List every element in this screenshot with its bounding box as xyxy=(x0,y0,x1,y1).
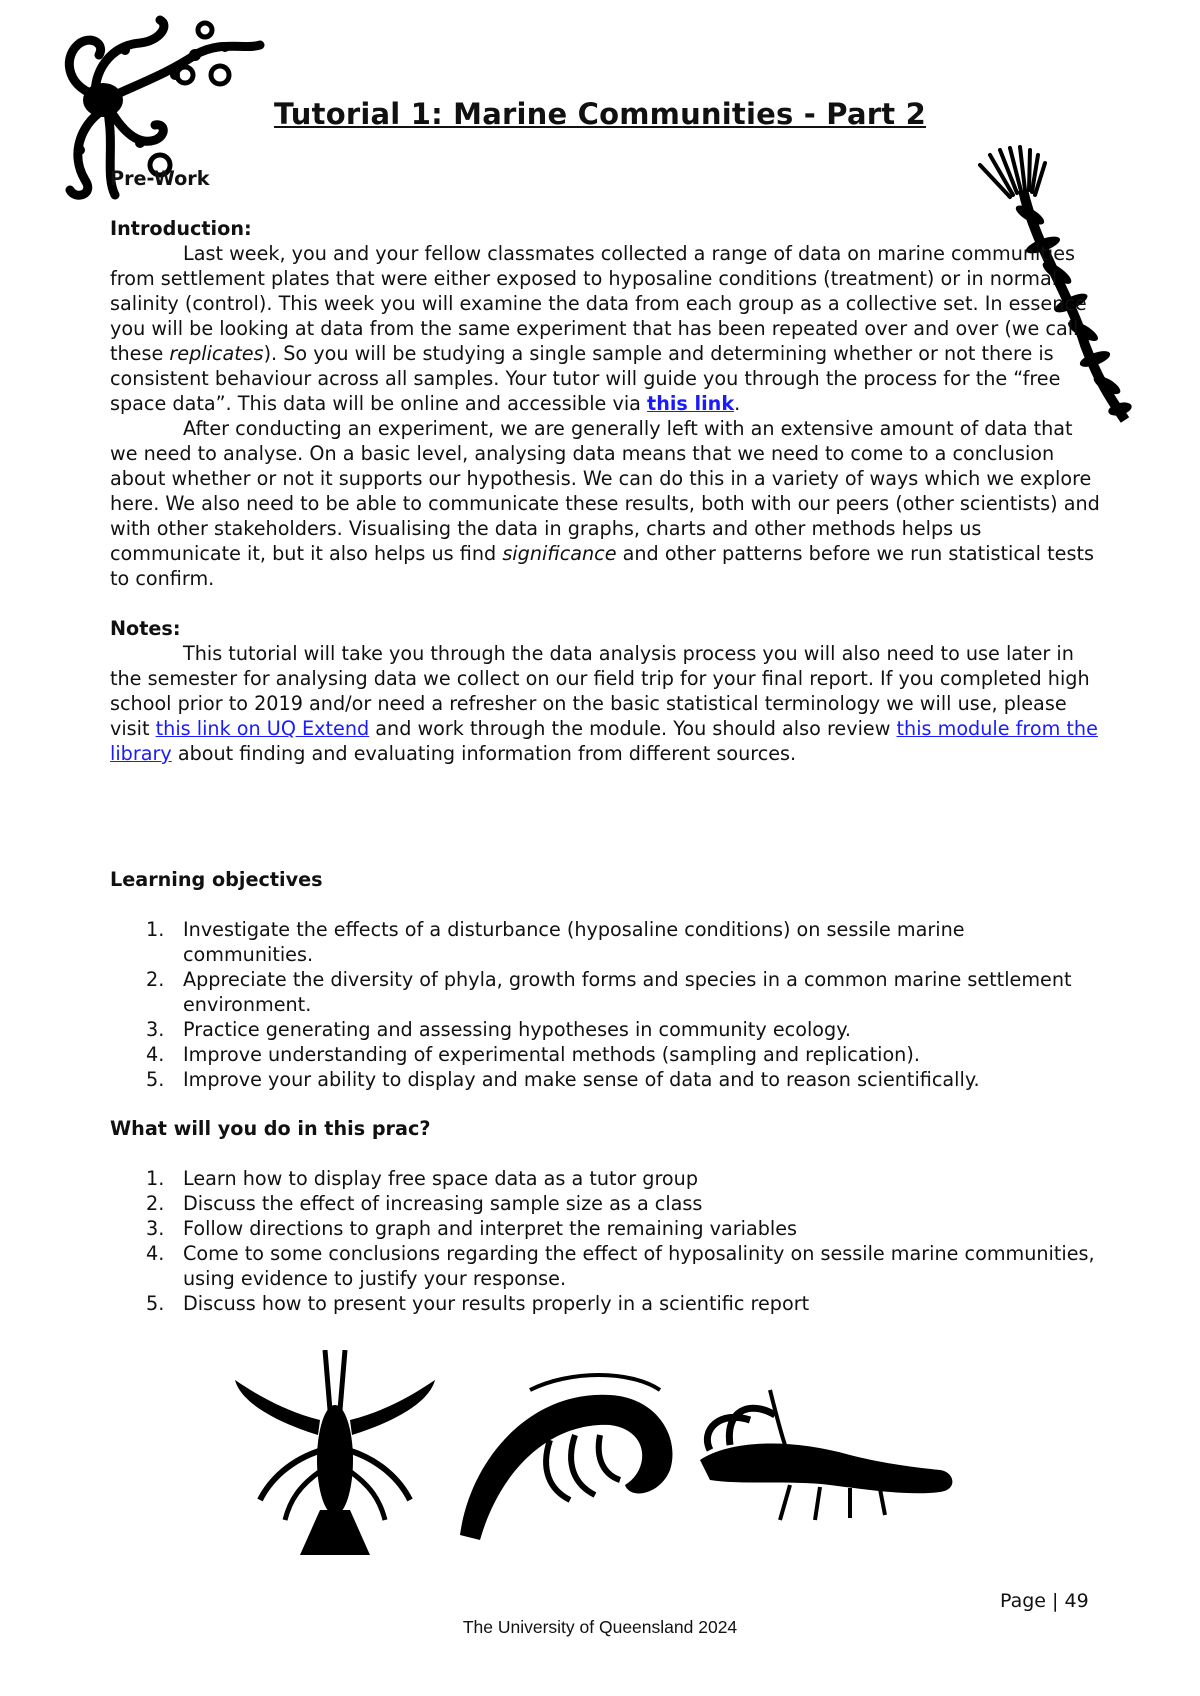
introduction-paragraph-1 xyxy=(110,241,1100,416)
list-item xyxy=(110,1241,1100,1291)
list-number: 2. xyxy=(146,968,165,991)
objectives-list xyxy=(110,917,1100,1092)
introduction-paragraph-2 xyxy=(110,416,1100,591)
list-number: 1. xyxy=(146,918,165,941)
footer-institution: The University of Queensland 2024 xyxy=(462,1617,738,1637)
list-item xyxy=(110,1291,1100,1316)
list-item-text: Discuss how to present your results properly in a scientific report xyxy=(183,1292,810,1315)
list-number: 3. xyxy=(146,1217,165,1240)
intro-text-2: ). So you will be studying a single sample and determining whether or not there is consistent behaviour across all samples. Your tutor will guide you through the process for the “free space data”. This data will be online and accessible via xyxy=(110,342,1061,415)
list-number: 4. xyxy=(146,1043,165,1066)
shrimp-icon xyxy=(460,1375,673,1540)
list-item xyxy=(110,1017,1100,1042)
list-item-text: Come to some conclusions regarding the effect of hyposalinity on sessile marine communities, using evidence to justify your response. xyxy=(183,1242,1095,1290)
intro-end: . xyxy=(734,392,741,415)
notes-heading: Notes: xyxy=(110,617,181,640)
list-number: 1. xyxy=(146,1167,165,1190)
lobster-icon xyxy=(235,1350,435,1555)
list-item-text: Appreciate the diversity of phyla, growth forms and species in a common marine settlement environment. xyxy=(183,968,1072,1016)
objectives-heading: Learning objectives xyxy=(110,868,323,891)
list-item xyxy=(110,967,1100,1017)
prac-heading: What will you do in this prac? xyxy=(110,1117,431,1140)
list-item-text: Practice generating and assessing hypotheses in community ecology. xyxy=(183,1018,851,1041)
notes-text-2: and work through the module. You should also review xyxy=(369,717,897,740)
list-item xyxy=(110,1216,1100,1241)
prac-section xyxy=(110,1116,1100,1316)
list-item xyxy=(110,1191,1100,1216)
section-heading: Pre-Work xyxy=(110,167,210,190)
prawn-icon xyxy=(700,1390,952,1520)
list-item-text: Discuss the effect of increasing sample size as a class xyxy=(183,1192,703,1215)
list-item xyxy=(110,1166,1100,1191)
intro-p2-end: and other patterns before we run statistical tests to confirm. xyxy=(110,542,1094,590)
list-number: 5. xyxy=(146,1292,165,1315)
list-item-text: Follow directions to graph and interpret the remaining variables xyxy=(183,1217,798,1240)
list-number: 2. xyxy=(146,1192,165,1215)
page-number: Page | 49 xyxy=(1000,1590,1089,1612)
intro-p2-italic: significance xyxy=(502,542,617,565)
list-item-text: Improve understanding of experimental methods (sampling and replication). xyxy=(183,1043,920,1066)
crustaceans-illustration xyxy=(230,1350,970,1560)
list-number: 4. xyxy=(146,1242,165,1265)
data-link[interactable]: this link xyxy=(647,392,735,415)
intro-italic: replicates xyxy=(169,342,264,365)
list-item xyxy=(110,1042,1100,1067)
notes-text-3: about finding and evaluating information from different sources. xyxy=(171,742,797,765)
prac-list xyxy=(110,1166,1100,1316)
main-content xyxy=(110,166,1100,766)
uq-extend-link[interactable]: this link on UQ Extend xyxy=(155,717,370,740)
list-item xyxy=(110,917,1100,967)
list-item-text: Learn how to display free space data as a tutor group xyxy=(183,1167,699,1190)
list-number: 3. xyxy=(146,1018,165,1041)
objectives-section xyxy=(110,867,1100,1092)
intro-p2-text: After conducting an experiment, we are generally left with an extensive amount of data that we need to analyse. On a basic level, analysing data means that we need to come to a conclusion about whether or not it supports our hypothesis. We can do this in a variety of ways which we explore here. We also need to be able to communicate these results, both with our peers (other scientists) and with other stakeholders. Visualising the data in graphs, charts and other methods helps us communicate it, but it also helps us find xyxy=(110,417,1100,565)
intro-text: Last week, you and your fellow classmates collected a range of data on marine communities from settlement plates that were either exposed to hyposaline conditions (treatment) or in normal salinity (control). This week you will examine the data from each group as a collective set. In essence you will be looking at data from the same experiment that has been repeated over and over (we call these xyxy=(110,242,1087,365)
list-item xyxy=(110,1067,1100,1092)
library-module-link[interactable]: this module from the library xyxy=(110,717,1098,765)
notes-paragraph xyxy=(110,641,1100,766)
introduction-heading: Introduction: xyxy=(110,217,252,240)
list-item-text: Investigate the effects of a disturbance (hyposaline conditions) on sessile marine communities. xyxy=(183,918,965,966)
page-title: Tutorial 1: Marine Communities - Part 2 xyxy=(274,97,926,131)
list-item-text: Improve your ability to display and make sense of data and to reason scientifically. xyxy=(183,1068,980,1091)
notes-text-1: This tutorial will take you through the data analysis process you will also need to use later in the semester for analysing data we collect on our field trip for your final report. If you completed high school prior to 2019 and/or need a refresher on the basic statistical terminology we will use, please visit xyxy=(110,642,1090,740)
list-number: 5. xyxy=(146,1068,165,1091)
